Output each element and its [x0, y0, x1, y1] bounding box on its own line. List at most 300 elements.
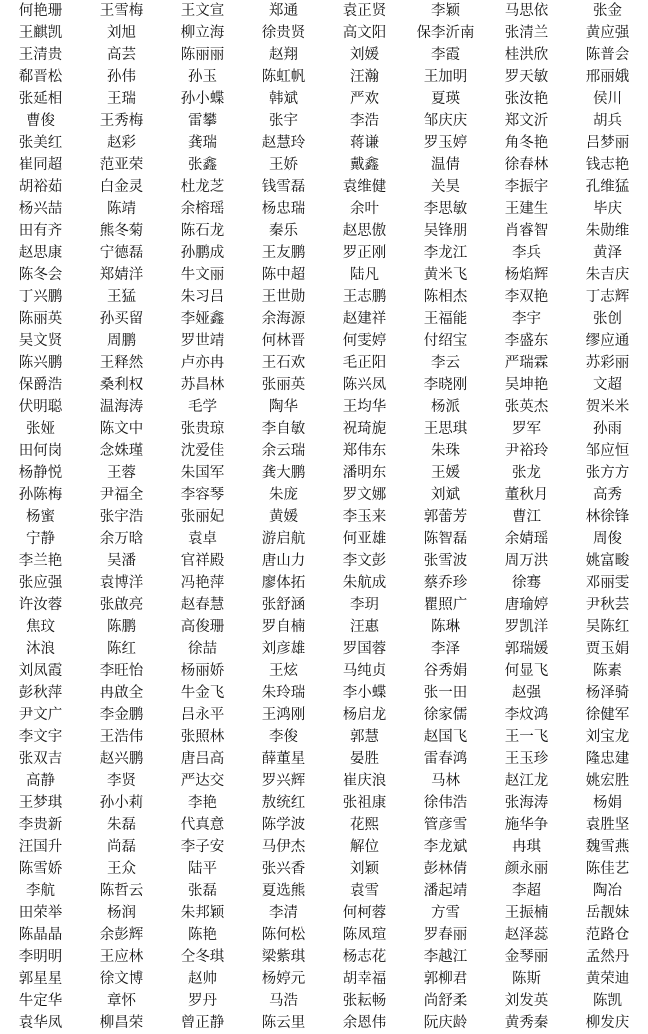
name-cell: 严欢 — [350, 91, 379, 107]
name-cell: 张应强 — [18, 575, 63, 591]
name-cell: 宁静 — [26, 531, 55, 547]
name-cell: 贾玉娟 — [585, 641, 630, 657]
name-cell: 李小蝶 — [342, 685, 387, 701]
name-cell: 冯艳萍 — [180, 575, 225, 591]
name-cell: 杨润 — [107, 905, 136, 921]
name-cell: 陈艳 — [188, 927, 217, 943]
name-cell: 陈琳 — [431, 619, 460, 635]
name-cell: 桂洪欣 — [504, 47, 549, 63]
name-cell: 余海源 — [261, 311, 306, 327]
name-cell: 关昊 — [431, 179, 460, 195]
name-cell: 黄秀秦 — [504, 1015, 549, 1031]
name-cell: 孙鹏成 — [180, 245, 225, 261]
name-cell: 李文宇 — [18, 729, 63, 745]
name-cell: 余恩伟 — [342, 1015, 387, 1031]
name-cell: 吴潘 — [107, 553, 136, 569]
name-cell: 罗文娜 — [342, 487, 387, 503]
name-cell: 张丽英 — [261, 377, 306, 393]
name-cell: 胡兵 — [593, 113, 622, 129]
name-cell: 罗正刚 — [342, 245, 387, 261]
name-cell: 王玉珍 — [504, 751, 549, 767]
name-cell: 郭柳君 — [423, 971, 468, 987]
name-cell: 陈云里 — [261, 1015, 306, 1031]
name-cell: 严达交 — [180, 773, 225, 789]
name-cell: 陈丽丽 — [180, 47, 225, 63]
name-cell: 邢丽娥 — [585, 69, 630, 85]
name-cell: 李玉来 — [342, 509, 387, 525]
name-cell: 马纯贞 — [342, 663, 387, 679]
name-cell: 高文阳 — [342, 25, 387, 41]
name-cell: 余婧瑶 — [504, 531, 549, 547]
name-cell: 陈虹帆 — [261, 69, 306, 85]
name-cell: 朱国军 — [180, 465, 225, 481]
name-cell: 瞿照广 — [423, 597, 468, 613]
name-cell: 陶冶 — [593, 883, 622, 899]
name-cell: 郭慧 — [350, 729, 379, 745]
name-cell: 许汝蓉 — [18, 597, 63, 613]
name-cell: 姚宏胜 — [585, 773, 630, 789]
name-cell: 章怀 — [107, 993, 136, 1009]
name-cell: 焦玟 — [26, 619, 55, 635]
name-cell: 张祖康 — [342, 795, 387, 811]
name-cell: 温倩 — [431, 157, 460, 173]
name-cell: 陈红 — [107, 641, 136, 657]
name-cell: 黄米飞 — [423, 267, 468, 283]
name-cell: 侯川 — [593, 91, 622, 107]
name-cell: 吕梦丽 — [585, 135, 630, 151]
name-cell: 袁卓 — [188, 531, 217, 547]
name-cell: 文超 — [593, 377, 622, 393]
name-cell: 高芸 — [107, 47, 136, 63]
name-cell: 仝冬琪 — [180, 949, 225, 965]
name-cell: 袁华凤 — [18, 1015, 63, 1031]
name-cell: 雷攀 — [188, 113, 217, 129]
name-cell: 戴鑫 — [350, 157, 379, 173]
name-cell: 代真意 — [180, 817, 225, 833]
name-cell: 牛定华 — [18, 993, 63, 1009]
name-cell: 钱志艳 — [585, 157, 630, 173]
name-cell: 陈兴鹏 — [18, 355, 63, 371]
name-cell: 王麒凯 — [18, 25, 63, 41]
name-cell: 徐骞 — [512, 575, 541, 591]
name-cell: 罗世靖 — [180, 333, 225, 349]
name-cell: 余云瑞 — [261, 443, 306, 459]
name-cell: 范亚荣 — [99, 157, 144, 173]
name-cell: 高俊珊 — [180, 619, 225, 635]
name-cell: 张宇 — [269, 113, 298, 129]
name-cell: 王雪梅 — [99, 3, 144, 19]
name-cell: 王炫 — [269, 663, 298, 679]
name-cell: 官祥殿 — [180, 553, 225, 569]
name-cell: 李龙斌 — [423, 839, 468, 855]
name-cell: 徐健军 — [585, 707, 630, 723]
name-cell: 廖体拓 — [261, 575, 306, 591]
name-cell: 李容琴 — [180, 487, 225, 503]
name-cell: 赵泽蕊 — [504, 927, 549, 943]
name-cell: 陈鹏 — [107, 619, 136, 635]
name-cell: 陈雪娇 — [18, 861, 63, 877]
name-cell: 王石欢 — [261, 355, 306, 371]
name-cell: 刘彦雄 — [261, 641, 306, 657]
name-cell: 田荣举 — [18, 905, 63, 921]
name-cell: 牛金飞 — [180, 685, 225, 701]
name-cell: 李盛东 — [504, 333, 549, 349]
name-cell: 汪惠 — [350, 619, 379, 635]
name-cell: 龚瑞 — [188, 135, 217, 151]
name-cell: 赵江龙 — [504, 773, 549, 789]
name-cell: 王秀梅 — [99, 113, 144, 129]
name-cell: 苏彩丽 — [585, 355, 630, 371]
name-cell: 梁紫琪 — [261, 949, 306, 965]
name-cell: 袁维健 — [342, 179, 387, 195]
name-cell: 陈中超 — [261, 267, 306, 283]
name-cell: 张双吉 — [18, 751, 63, 767]
name-cell: 陈智磊 — [423, 531, 468, 547]
name-cell: 牛文丽 — [180, 267, 225, 283]
name-cell: 张照林 — [180, 729, 225, 745]
name-cell: 崔同超 — [18, 157, 63, 173]
name-cell: 游启航 — [261, 531, 306, 547]
name-cell: 毛学 — [188, 399, 217, 415]
name-cell: 朱珠 — [431, 443, 460, 459]
name-cell: 郗晋松 — [18, 69, 63, 85]
name-cell: 赵慧玲 — [261, 135, 306, 151]
name-cell: 李艳 — [188, 795, 217, 811]
name-cell: 王众 — [107, 861, 136, 877]
name-cell: 吴锋朋 — [423, 223, 468, 239]
name-cell: 汪国升 — [18, 839, 63, 855]
name-cell: 杨兴喆 — [18, 201, 63, 217]
name-cell: 李双艳 — [504, 289, 549, 305]
name-cell: 胡裕茹 — [18, 179, 63, 195]
name-cell: 徐家儒 — [423, 707, 468, 723]
name-cell: 钱雪磊 — [261, 179, 306, 195]
name-cell: 张磊 — [188, 883, 217, 899]
name-cell: 陈丽英 — [18, 311, 63, 327]
name-cell: 罗凯洋 — [504, 619, 549, 635]
name-cell: 李晓刚 — [423, 377, 468, 393]
name-cell: 赵春慧 — [180, 597, 225, 613]
name-cell: 孙陈梅 — [18, 487, 63, 503]
name-cell: 袁胜坚 — [585, 817, 630, 833]
name-cell: 孙玉 — [188, 69, 217, 85]
name-cell: 赵思康 — [18, 245, 63, 261]
name-cell: 晏胜 — [350, 751, 379, 767]
name-cell: 朱庞 — [269, 487, 298, 503]
name-cell: 曹俊 — [26, 113, 55, 129]
name-cell: 王文宣 — [180, 3, 225, 19]
name-cell: 张金 — [593, 3, 622, 19]
name-cell: 徐文博 — [99, 971, 144, 987]
name-cell: 杨蜜 — [26, 509, 55, 525]
name-cell: 王加明 — [423, 69, 468, 85]
name-cell: 陈普会 — [585, 47, 630, 63]
name-cell: 陈何松 — [261, 927, 306, 943]
name-cell: 肖睿智 — [504, 223, 549, 239]
name-cell: 杨静悦 — [18, 465, 63, 481]
name-cell: 李自敏 — [261, 421, 306, 437]
name-cell: 刘旭 — [107, 25, 136, 41]
name-cell: 孙伟 — [107, 69, 136, 85]
name-cell: 卢亦冉 — [180, 355, 225, 371]
name-cell: 吴文贤 — [18, 333, 63, 349]
name-cell: 柳立海 — [180, 25, 225, 41]
name-cell: 刘发英 — [504, 993, 549, 1009]
name-cell: 李云 — [431, 355, 460, 371]
name-cell: 毕庆 — [593, 201, 622, 217]
name-cell: 唐吕高 — [180, 751, 225, 767]
name-cell: 杨泽骑 — [585, 685, 630, 701]
name-cell: 孙雨 — [593, 421, 622, 437]
name-cell: 韩斌 — [269, 91, 298, 107]
name-cell: 袁正贤 — [342, 3, 387, 19]
name-cell: 张啟亮 — [99, 597, 144, 613]
name-cell: 李越江 — [423, 949, 468, 965]
name-cell: 邹庆庆 — [423, 113, 468, 129]
name-cell: 尚舒柔 — [423, 993, 468, 1009]
name-cell: 马思依 — [504, 3, 549, 19]
name-cell: 李文彭 — [342, 553, 387, 569]
name-cell: 王振楠 — [504, 905, 549, 921]
name-cell: 郭蕾芳 — [423, 509, 468, 525]
name-cell: 朱磊 — [107, 817, 136, 833]
name-cell: 龚大鹏 — [261, 465, 306, 481]
name-cell: 陈哲云 — [99, 883, 144, 899]
name-cell: 冉琪 — [512, 839, 541, 855]
name-cell: 赵强 — [512, 685, 541, 701]
name-cell: 刘宝龙 — [585, 729, 630, 745]
name-cell: 王清贵 — [18, 47, 63, 63]
name-cell: 高秀 — [593, 487, 622, 503]
name-cell: 袁雪 — [350, 883, 379, 899]
name-cell: 谷秀娟 — [423, 663, 468, 679]
name-cell: 余叶 — [350, 201, 379, 217]
name-cell: 张英杰 — [504, 399, 549, 415]
name-cell: 杨忠瑞 — [261, 201, 306, 217]
name-cell: 施华争 — [504, 817, 549, 833]
name-cell: 刘媛 — [350, 47, 379, 63]
name-cell: 田有齐 — [18, 223, 63, 239]
name-cell: 孟然丹 — [585, 949, 630, 965]
name-cell: 杨派 — [431, 399, 460, 415]
name-cell: 朱勋维 — [585, 223, 630, 239]
name-cell: 张延相 — [18, 91, 63, 107]
name-cell: 李霞 — [431, 47, 460, 63]
name-cell: 赵兴鹏 — [99, 751, 144, 767]
name-cell: 彭秋萍 — [18, 685, 63, 701]
name-cell: 解位 — [350, 839, 379, 855]
name-cell: 陈素 — [593, 663, 622, 679]
name-cell: 黄应强 — [585, 25, 630, 41]
name-cell: 夏瑛 — [431, 91, 460, 107]
name-cell: 尹裕玲 — [504, 443, 549, 459]
name-cell: 王蓉 — [107, 465, 136, 481]
name-cell: 何显飞 — [504, 663, 549, 679]
name-cell: 王建生 — [504, 201, 549, 217]
name-cell: 陈冬会 — [18, 267, 63, 283]
name-cell: 徐伟浩 — [423, 795, 468, 811]
name-cell: 吴陈红 — [585, 619, 630, 635]
name-cell: 曹江 — [512, 509, 541, 525]
name-cell: 赵建祥 — [342, 311, 387, 327]
name-cell: 孙小莉 — [99, 795, 144, 811]
name-cell: 严瑞霖 — [504, 355, 549, 371]
name-cell: 刘颖 — [350, 861, 379, 877]
name-cell: 罗丹 — [188, 993, 217, 1009]
name-cell: 马伊杰 — [261, 839, 306, 855]
name-cell: 付绍宝 — [423, 333, 468, 349]
name-cell: 黄泽 — [593, 245, 622, 261]
name-cell: 角冬艳 — [504, 135, 549, 151]
name-cell: 伏明聪 — [18, 399, 63, 415]
name-cell: 吴坤艳 — [504, 377, 549, 393]
name-cell: 马浩 — [269, 993, 298, 1009]
name-cell: 徐春林 — [504, 157, 549, 173]
name-cell: 罗国蓉 — [342, 641, 387, 657]
name-cell: 李龙江 — [423, 245, 468, 261]
name-cell: 潘起靖 — [423, 883, 468, 899]
name-cell: 王一飞 — [504, 729, 549, 745]
name-cell: 何柯蓉 — [342, 905, 387, 921]
name-cell: 李玥 — [350, 597, 379, 613]
name-cell: 杨娟 — [593, 795, 622, 811]
name-cell: 李振宇 — [504, 179, 549, 195]
name-cell: 刘斌 — [431, 487, 460, 503]
name-cell: 余榕瑶 — [180, 201, 225, 217]
name-cell: 缪应通 — [585, 333, 630, 349]
name-cell: 崔庆浪 — [342, 773, 387, 789]
name-cell: 陆平 — [188, 861, 217, 877]
name-cell: 管彦雪 — [423, 817, 468, 833]
name-cell: 沈爱佳 — [180, 443, 225, 459]
name-cell: 桑利权 — [99, 377, 144, 393]
name-cell: 王均华 — [342, 399, 387, 415]
name-cell: 李兰艳 — [18, 553, 63, 569]
name-cell: 徐喆 — [188, 641, 217, 657]
name-cell: 沐浪 — [26, 641, 55, 657]
name-cell: 王释然 — [99, 355, 144, 371]
name-cell: 张一田 — [423, 685, 468, 701]
name-cell: 杨焰辉 — [504, 267, 549, 283]
name-cell: 郭瑞媛 — [504, 641, 549, 657]
name-cell: 黄媛 — [269, 509, 298, 525]
name-cell: 郭星星 — [18, 971, 63, 987]
name-cell: 张方方 — [585, 465, 630, 481]
name-cell: 王媛 — [431, 465, 460, 481]
name-cell: 李金鹏 — [99, 707, 144, 723]
name-cell: 郑通 — [269, 3, 298, 19]
name-cell: 柳发庆 — [585, 1015, 630, 1031]
name-cell: 魏雪燕 — [585, 839, 630, 855]
name-cell: 汪瀚 — [350, 69, 379, 85]
name-cell: 毛正阳 — [342, 355, 387, 371]
name-cell: 李泽 — [431, 641, 460, 657]
name-cell: 陈石龙 — [180, 223, 225, 239]
name-cell: 罗兴辉 — [261, 773, 306, 789]
name-cell: 潘明东 — [342, 465, 387, 481]
name-cell: 赵国飞 — [423, 729, 468, 745]
name-cell: 蔡乔珍 — [423, 575, 468, 591]
name-cell: 张贵琼 — [180, 421, 225, 437]
name-cell: 丁志辉 — [585, 289, 630, 305]
name-cell: 赵翔 — [269, 47, 298, 63]
name-cell: 赵思傲 — [342, 223, 387, 239]
name-cell: 张龙 — [512, 465, 541, 481]
name-cell: 田何岗 — [18, 443, 63, 459]
name-cell: 李旺怡 — [99, 663, 144, 679]
name-cell: 丁兴鹏 — [18, 289, 63, 305]
name-cell: 张耘畅 — [342, 993, 387, 1009]
name-cell: 李俊 — [269, 729, 298, 745]
name-cell: 袁博洋 — [99, 575, 144, 591]
name-cell: 杨婷元 — [261, 971, 306, 987]
name-cell: 金琴丽 — [504, 949, 549, 965]
name-cell: 王思琪 — [423, 421, 468, 437]
name-cell: 王世勋 — [261, 289, 306, 305]
name-cell: 杨志花 — [342, 949, 387, 965]
name-cell: 张宇浩 — [99, 509, 144, 525]
name-cell: 杜龙芝 — [180, 179, 225, 195]
name-cell: 陈晶晶 — [18, 927, 63, 943]
name-cell: 王猛 — [107, 289, 136, 305]
name-cell: 赵帅 — [188, 971, 217, 987]
name-cell: 何艳珊 — [18, 3, 63, 19]
name-cell: 王志鹏 — [342, 289, 387, 305]
name-cell: 周万洪 — [504, 553, 549, 569]
name-cell: 陈兴凤 — [342, 377, 387, 393]
name-cell: 贺米米 — [585, 399, 630, 415]
name-cell: 李明明 — [18, 949, 63, 965]
name-cell: 郑婧洋 — [99, 267, 144, 283]
name-cell: 余彭辉 — [99, 927, 144, 943]
name-cell: 薛董星 — [261, 751, 306, 767]
name-cell: 李贤 — [107, 773, 136, 789]
name-cell: 陈靖 — [107, 201, 136, 217]
name-cell: 李宇 — [512, 311, 541, 327]
name-cell: 黄荣迪 — [585, 971, 630, 987]
name-cell: 杨丽娇 — [180, 663, 225, 679]
name-cell: 张海涛 — [504, 795, 549, 811]
name-cell: 王鸿刚 — [261, 707, 306, 723]
name-cell: 何亚雄 — [342, 531, 387, 547]
name-cell: 王娇 — [269, 157, 298, 173]
name-cell: 尹福全 — [99, 487, 144, 503]
name-cell: 张清兰 — [504, 25, 549, 41]
name-cell: 罗玉婷 — [423, 135, 468, 151]
name-cell: 宁德磊 — [99, 245, 144, 261]
name-cell: 郑文沂 — [504, 113, 549, 129]
name-cell: 岳靓妹 — [585, 905, 630, 921]
name-cell: 周俊 — [593, 531, 622, 547]
name-cell: 保爵浩 — [18, 377, 63, 393]
name-cell: 孙小蝶 — [180, 91, 225, 107]
name-cell: 吕永平 — [180, 707, 225, 723]
name-cell: 周鹏 — [107, 333, 136, 349]
name-cell: 孙买留 — [99, 311, 144, 327]
name-cell: 冉啟全 — [99, 685, 144, 701]
name-cell: 敖统红 — [261, 795, 306, 811]
name-cell: 尹文广 — [18, 707, 63, 723]
name-cell: 陈学波 — [261, 817, 306, 833]
name-cell: 胡幸福 — [342, 971, 387, 987]
name-cell: 姚富畯 — [585, 553, 630, 569]
name-cell: 王瑞 — [107, 91, 136, 107]
name-cell: 李贵新 — [18, 817, 63, 833]
name-cell: 颜永丽 — [504, 861, 549, 877]
name-cell: 蒋谦 — [350, 135, 379, 151]
name-cell: 温海涛 — [99, 399, 144, 415]
name-cell: 余万晗 — [99, 531, 144, 547]
